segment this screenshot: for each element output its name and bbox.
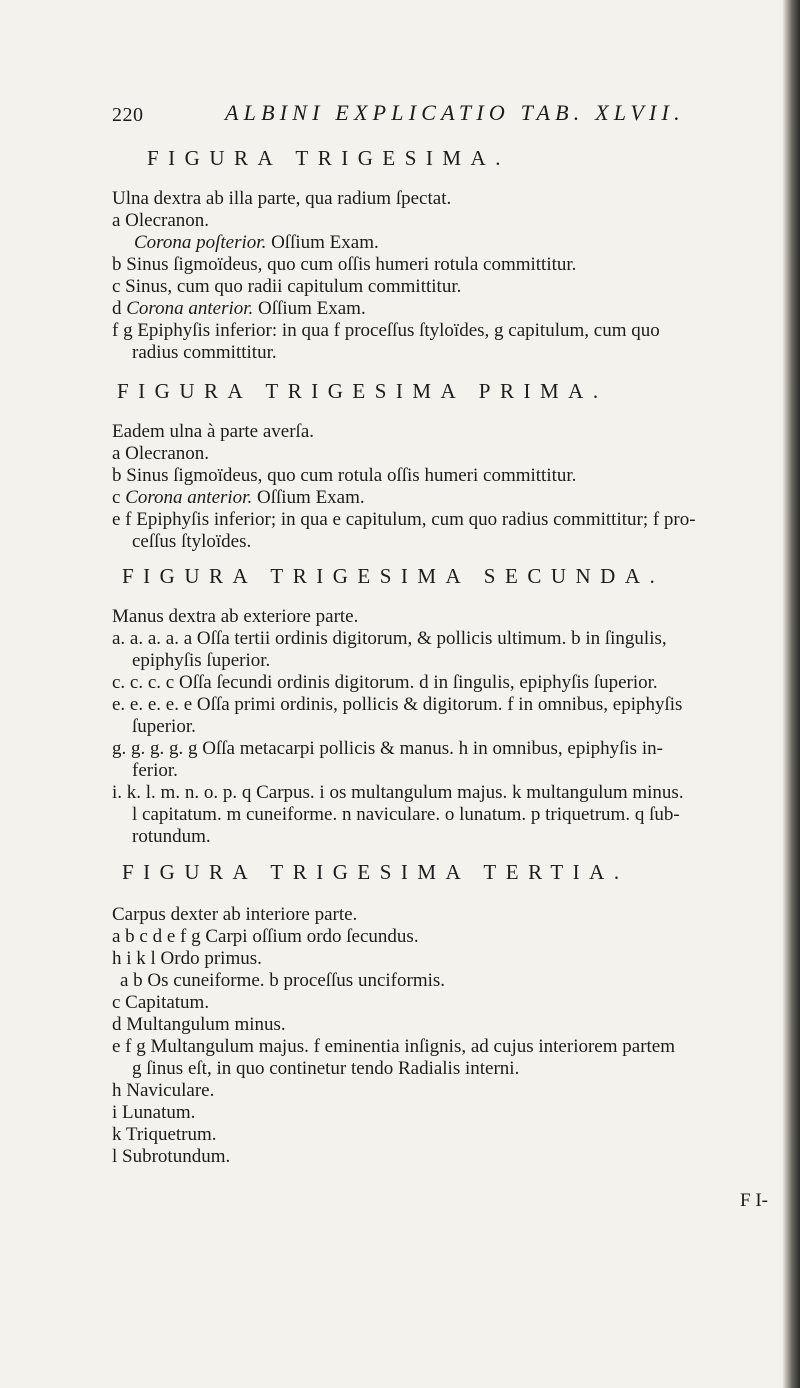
legend-line: g ſinus eſt, in quo continetur tendo Radialis interni.	[132, 1058, 520, 1079]
legend-line: h i k l Ordo primus.	[112, 948, 262, 969]
legend-line: a Olecranon.	[112, 443, 210, 464]
legend-line: ſuperior.	[132, 716, 196, 737]
catchword: F I-	[740, 1190, 768, 1211]
legend-line: l Subrotundum.	[112, 1146, 231, 1167]
legend-line: l capitatum. m cuneiforme. n naviculare. o lunatum. p triquetrum. q ſub-	[132, 804, 680, 825]
legend-line: a Olecranon.	[112, 210, 210, 231]
legend-line: radius committitur.	[132, 342, 277, 363]
legend-line: d Multangulum minus.	[112, 1014, 286, 1035]
legend-line: g. g. g. g. g Oſſa metacarpi pollicis & manus. h in omnibus, epiphyſis in-	[112, 738, 663, 759]
legend-line: b Sinus ſigmoïdeus, quo cum oſſis humeri rotula committitur.	[112, 254, 577, 275]
legend-line: a b Os cuneiforme. b proceſſus unciformis.	[120, 970, 446, 991]
description-line: Carpus dexter ab interiore parte.	[112, 904, 358, 925]
figure-title: FIGURA TRIGESIMA SECUNDA.	[122, 564, 665, 588]
figure-title: FIGURA TRIGESIMA.	[147, 146, 510, 170]
figure-title: FIGURA TRIGESIMA PRIMA.	[117, 379, 608, 403]
figure-title: FIGURA TRIGESIMA TERTIA.	[122, 860, 629, 884]
legend-line: i Lunatum.	[112, 1102, 196, 1123]
running-title: ALBINI EXPLICATIO TAB. XLVII.	[225, 100, 685, 125]
description-line: Eadem ulna à parte averſa.	[112, 421, 315, 442]
legend-line: Corona poſterior. Oſſium Exam.	[134, 232, 379, 253]
legend-line: h Naviculare.	[112, 1080, 215, 1101]
legend-line: i. k. l. m. n. o. p. q Carpus. i os multangulum majus. k multangulum minus.	[112, 782, 684, 803]
legend-line: k Triquetrum.	[112, 1124, 217, 1145]
legend-line: c Capitatum.	[112, 992, 210, 1013]
description-line: Manus dextra ab exteriore parte.	[112, 606, 359, 627]
page-edge-shadow	[782, 0, 800, 1388]
legend-line: c Sinus, cum quo radii capitulum committitur.	[112, 276, 462, 297]
legend-line: rotundum.	[132, 826, 211, 847]
legend-line: ferior.	[132, 760, 178, 781]
legend-line: c. c. c. c Oſſa ſecundi ordinis digitorum. d in ſingulis, epiphyſis ſuperior.	[112, 672, 658, 693]
legend-line: epiphyſis ſuperior.	[132, 650, 271, 671]
legend-line: f g Epiphyſis inferior: in qua f proceſſus ſtyloïdes, g capitulum, cum quo	[112, 320, 660, 341]
legend-line: e f g Multangulum majus. f eminentia inſignis, ad cujus interiorem partem	[112, 1036, 676, 1057]
page-header	[112, 100, 792, 132]
legend-line: e. e. e. e. e Oſſa primi ordinis, pollicis & digitorum. f in omnibus, epiphyſis	[112, 694, 683, 715]
page-number: 220	[112, 104, 144, 126]
description-line: Ulna dextra ab illa parte, qua radium ſpectat.	[112, 188, 452, 209]
legend-line: c Corona anterior. Oſſium Exam.	[112, 487, 365, 508]
legend-line: d Corona anterior. Oſſium Exam.	[112, 298, 366, 319]
legend-line: e f Epiphyſis inferior; in qua e capitulum, cum quo radius committitur; f pro-	[112, 509, 696, 530]
legend-line: a. a. a. a. a Oſſa tertii ordinis digitorum, & pollicis ultimum. b in ſingulis,	[112, 628, 667, 649]
legend-line: b Sinus ſigmoïdeus, quo cum rotula oſſis humeri committitur.	[112, 465, 577, 486]
legend-line: a b c d e f g Carpi oſſium ordo ſecundus.	[112, 926, 419, 947]
legend-line: ceſſus ſtyloïdes.	[132, 531, 252, 552]
